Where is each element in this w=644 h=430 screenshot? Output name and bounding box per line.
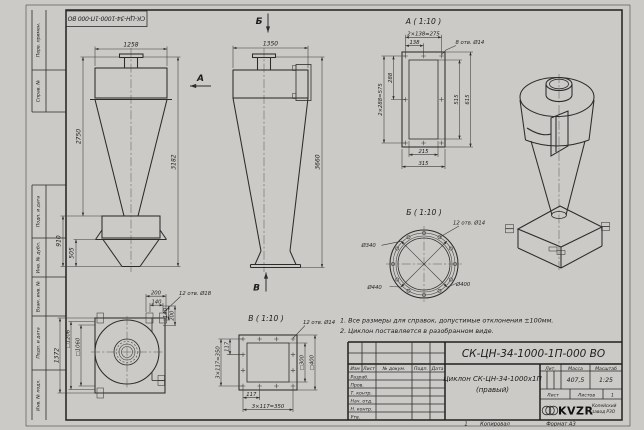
detail-a — [378, 17, 484, 169]
row-label: Т. контр. — [350, 391, 372, 397]
dim-label: 2750 — [75, 128, 83, 145]
dim-label: 3660 — [314, 154, 322, 170]
front-view — [56, 41, 211, 272]
dim-label: 1258 — [123, 41, 139, 49]
top-stamp — [66, 11, 147, 27]
dim-label: 3×117=350 — [215, 346, 222, 379]
dim-label: □400 — [309, 354, 316, 371]
zone-number: 1 — [464, 421, 468, 428]
logo-text: KVZR — [558, 404, 594, 418]
dim-label: 200 — [169, 310, 176, 321]
scale-value: 1:25 — [599, 377, 613, 384]
detail-b-title: Б ( 1:10 ) — [406, 208, 442, 217]
dim-label: 140 — [162, 307, 169, 319]
dim-label: 117 — [246, 391, 257, 398]
logo — [542, 405, 593, 418]
copied-label: Копировал — [480, 421, 510, 428]
holes-label: 12 отв. Ø18 — [179, 290, 212, 297]
detail-v-title: В ( 1:10 ) — [248, 314, 284, 323]
dim-label: Ø440 — [367, 285, 382, 291]
holes-label: 8 отв. Ø14 — [455, 39, 485, 46]
row-label: Нач. отд. — [350, 399, 373, 405]
dim-label: 200 — [150, 290, 162, 297]
row-label: Разраб. — [350, 375, 369, 381]
side-view — [233, 14, 325, 294]
dim-label: 2×138=275 — [407, 31, 440, 38]
dim-label: 505 — [68, 247, 76, 259]
dim-label: 515 — [453, 94, 460, 105]
part-name-line-2: (правый) — [476, 386, 509, 394]
note-line-1: 1. Все размеры для справок, допустимые отклонения ±100мм. — [340, 316, 554, 325]
holes-label: 12 отв. Ø14 — [453, 220, 486, 227]
margin-label: Инв. № дубл. — [36, 241, 42, 274]
dim-label: 315 — [418, 160, 429, 167]
col-header: № докум. — [382, 366, 406, 372]
dim-label: 1372 — [53, 347, 61, 364]
row-label: Утв. — [350, 415, 361, 421]
org-line-2: завод РЗО — [592, 410, 616, 415]
row-label: Н. контр. — [350, 407, 373, 413]
dim-label: Ø400 — [456, 282, 471, 288]
view-label-v: В — [253, 283, 260, 294]
view-label-b: Б — [255, 17, 263, 27]
flange-tabs — [97, 313, 167, 398]
format-label: Формат А3 — [546, 421, 576, 428]
top-view — [53, 290, 211, 398]
isometric-view — [506, 74, 610, 270]
holes-label: 12 отв. Ø14 — [303, 320, 336, 326]
lit-label: Лит. — [545, 366, 556, 372]
dim-label: 215 — [418, 148, 429, 155]
title-block — [348, 342, 622, 427]
mass-value: 407,5 — [566, 377, 585, 384]
sheets-label: Листов — [577, 393, 596, 399]
dim-label: □300 — [299, 354, 306, 371]
sheet-label: Лист — [547, 393, 559, 399]
dim-label: 2×288=575 — [378, 83, 385, 116]
dim-label: 910 — [55, 235, 63, 247]
col-header: Подп. — [414, 366, 428, 372]
margin-label: Справ. № — [36, 79, 42, 103]
dim-label: 3×117=350 — [251, 403, 285, 410]
dim-label: 1350 — [262, 40, 279, 48]
dim-label: 288 — [387, 72, 394, 83]
margin-label: Взам. инв. № — [36, 280, 42, 313]
dim-label: 140 — [151, 299, 162, 306]
margin-label: Подп. и дата — [36, 327, 42, 359]
top-stamp-number: СК-ЦН-34-1000-1П-000 ВО — [67, 14, 146, 22]
margin-label: Перв. примен. — [36, 22, 42, 58]
mass-label: Масса — [568, 366, 583, 372]
detail-a-title: А ( 1:10 ) — [405, 16, 442, 26]
col-header: Изм — [350, 366, 360, 372]
margin-label: Инв. № подл. — [36, 379, 42, 411]
dim-label: 138 — [409, 39, 420, 46]
margin-column — [36, 23, 42, 411]
dim-label: □1206 — [65, 329, 72, 349]
part-name-line-1: Циклон СК-ЦН-34-1000х1П — [443, 375, 542, 383]
detail-v — [215, 314, 335, 412]
org-line-1: Копейский — [592, 404, 617, 409]
dim-label: 615 — [464, 94, 471, 105]
dim-label: Ø340 — [361, 243, 376, 249]
notes — [340, 317, 553, 336]
detail-b — [361, 208, 486, 302]
note-line-2: 2. Циклон поставляется в разобранном виде. — [340, 327, 494, 335]
sheets-value: 1 — [611, 393, 614, 399]
dim-label: 117 — [224, 341, 231, 352]
margin-label: Подп. и дата — [36, 195, 42, 228]
col-header: Дата — [431, 366, 444, 372]
scale-label: Масштаб — [595, 366, 617, 372]
doc-number: СК-ЦН-34-1000-1П-000 ВО — [461, 348, 606, 360]
row-label: Пров. — [350, 383, 364, 389]
view-label-a: А — [197, 73, 204, 84]
dim-label: □1060 — [75, 337, 82, 357]
dim-label: 3182 — [170, 154, 178, 170]
col-header: Лист — [363, 366, 375, 372]
